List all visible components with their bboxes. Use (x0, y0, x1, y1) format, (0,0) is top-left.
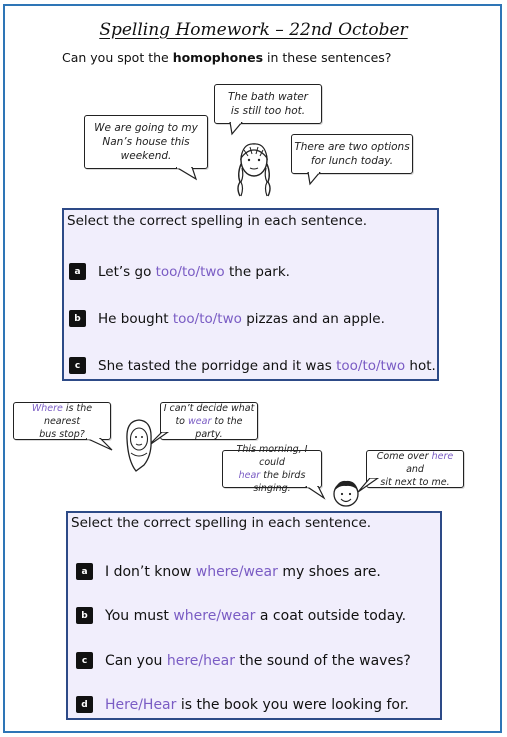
bubble-line: for lunch today. (310, 155, 394, 167)
item-badge: b (76, 607, 93, 624)
homophone-word: here (431, 450, 454, 462)
speech-bubble-nan (84, 115, 208, 169)
speech-bubble-party (160, 402, 258, 440)
bubble-line (161, 415, 257, 441)
exercise-heading: Select the correct spelling in each sentence. (71, 515, 372, 531)
sentence-pre: I don’t know (105, 563, 196, 580)
item-badge: a (76, 563, 93, 580)
sentence-item-c (69, 357, 436, 374)
item-badge: c (69, 357, 86, 374)
spelling-choice[interactable]: where/wear (195, 563, 278, 580)
homophone-word: wear (188, 415, 212, 427)
bubble-line: I can’t decide what (163, 402, 255, 414)
instruction-post: in these sentences? (263, 50, 392, 65)
exercise-heading: Select the correct spelling in each sentence. (67, 213, 368, 229)
sentence-item-d (76, 696, 409, 713)
speech-bubble-bath (214, 84, 322, 124)
sentence-text (98, 358, 436, 374)
bubble-line: We are going to my (94, 122, 198, 134)
bubble-line (14, 402, 110, 428)
sentence-pre: Can you (105, 652, 167, 669)
sentence-post: pizzas and an apple. (241, 310, 385, 327)
sentence-text (105, 697, 409, 713)
bubble-line: sit next to me. (380, 476, 450, 488)
bubble-line: weekend. (120, 150, 172, 162)
sentence-pre: You must (105, 607, 174, 624)
bubble-tail (176, 167, 200, 181)
sentence-post: a coat outside today. (255, 607, 407, 624)
bubble-text: is the nearest (43, 402, 93, 427)
bubble-line: There are two options (294, 141, 410, 153)
item-badge: a (69, 263, 86, 280)
bubble-tail (86, 438, 116, 452)
spelling-choice[interactable]: too/to/two (172, 310, 242, 327)
sentence-item-a (69, 263, 290, 280)
sentence-post: hot. (405, 357, 436, 374)
sentence-text (105, 608, 406, 624)
page-title: Spelling Homework – 22nd October (99, 20, 408, 40)
speech-bubble-come-over (366, 450, 464, 488)
sentence-post: is the book you were looking for. (176, 696, 409, 713)
sentence-text (98, 264, 290, 280)
sentence-item-c (76, 652, 411, 669)
bubble-line: bus stop? (39, 428, 85, 440)
sentence-item-b (76, 607, 406, 624)
spelling-choice[interactable]: too/to/two (336, 357, 406, 374)
instruction-text (62, 50, 391, 65)
sentence-item-a (76, 563, 381, 580)
spelling-choice[interactable]: where/wear (173, 607, 256, 624)
bubble-line: Nan’s house this (102, 136, 190, 148)
bubble-line (367, 450, 463, 476)
spelling-choice[interactable]: too/to/two (155, 263, 225, 280)
sentence-post: the park. (224, 263, 290, 280)
instruction-keyword: homophones (172, 50, 264, 65)
sentence-text (98, 311, 385, 327)
woman-headscarf-icon (122, 415, 156, 473)
bubble-tail (306, 172, 326, 186)
bubble-tail (304, 486, 328, 500)
sentence-pre: Let’s go (98, 263, 156, 280)
speech-bubble-lunch (291, 134, 413, 174)
girl-face-icon (230, 138, 278, 202)
sentence-text (105, 653, 411, 669)
bubble-line: This morning, I could (236, 444, 308, 468)
bubble-text: the birds singing. (253, 470, 306, 494)
bubble-tail (356, 478, 380, 494)
bubble-text: and (406, 463, 424, 475)
spelling-choice[interactable]: Here/Hear (105, 696, 177, 713)
item-badge: c (76, 652, 93, 669)
sentence-item-b (69, 310, 385, 327)
sentence-post: the sound of the waves? (234, 652, 411, 669)
bubble-text: to (175, 415, 189, 427)
sentence-post: my shoes are. (277, 563, 381, 580)
bubble-text: to the party. (195, 415, 243, 440)
spelling-choice[interactable]: here/hear (166, 652, 235, 669)
homophone-word: hear (238, 470, 261, 481)
sentence-pre: She tasted the porridge and it was (98, 357, 337, 374)
instruction-pre: Can you spot the (62, 50, 173, 65)
bubble-text: Come over (376, 450, 432, 462)
speech-bubble-bus (13, 402, 111, 440)
bubble-tail (226, 122, 246, 136)
bubble-line: is still too hot. (230, 105, 306, 117)
exercise-box-1 (62, 208, 439, 381)
item-badge: d (76, 696, 93, 713)
speech-bubble-birds (222, 444, 322, 494)
bubble-line: The bath water (228, 91, 308, 103)
sentence-pre: He bought (98, 310, 173, 327)
item-badge: b (69, 310, 86, 327)
sentence-text (105, 564, 381, 580)
homophone-word: Where (31, 402, 63, 414)
exercise-box-2 (66, 511, 442, 720)
